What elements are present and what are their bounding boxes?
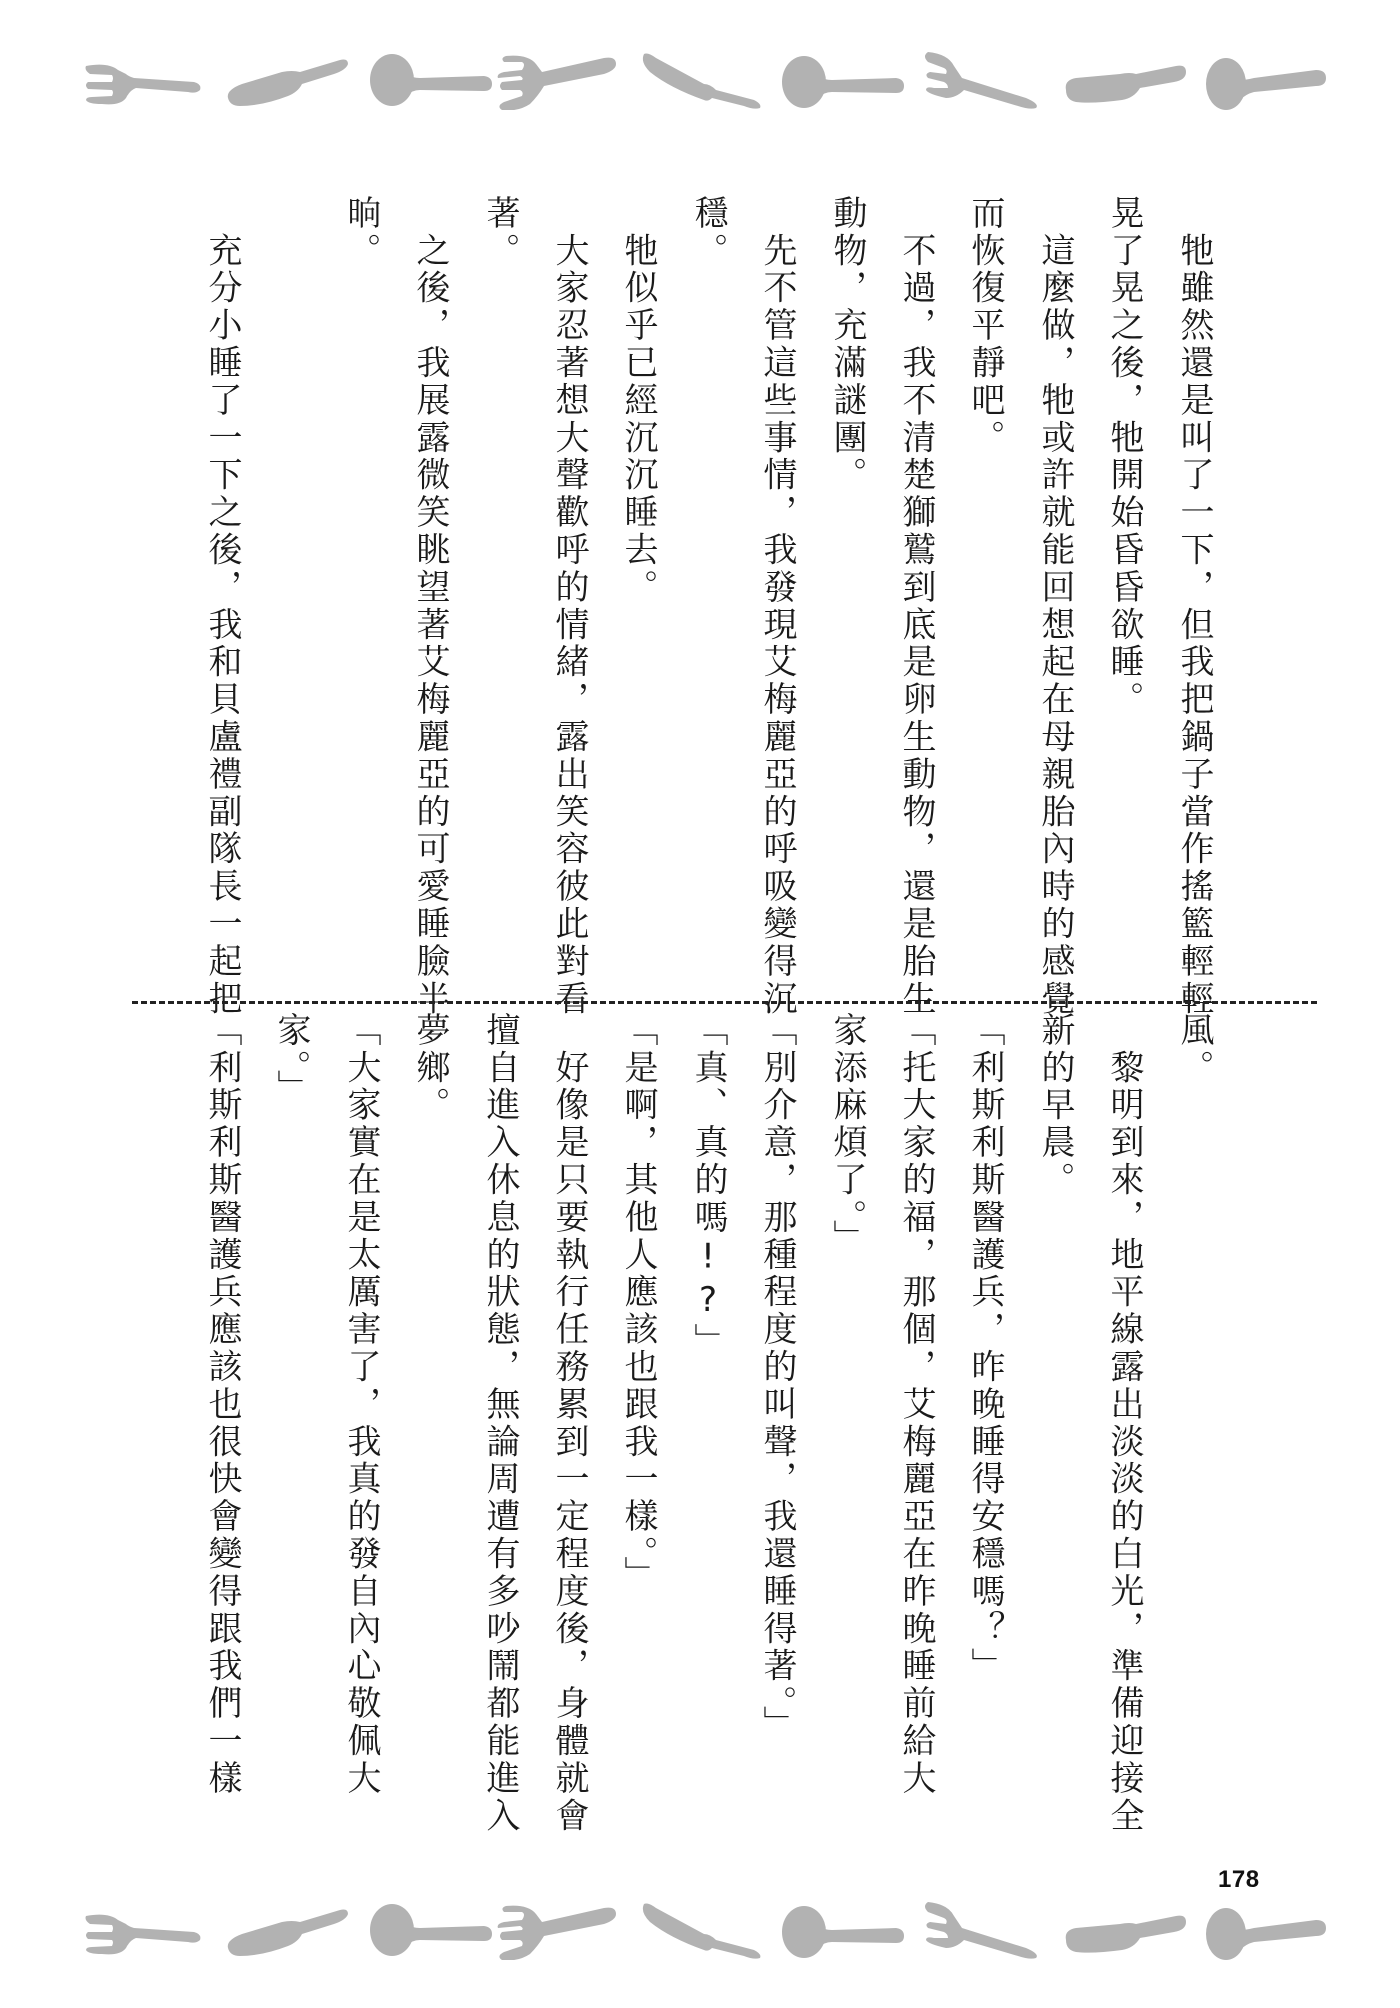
text-column: 家。」	[271, 1012, 311, 1108]
text-column: 黎明到來，地平線露出淡淡的白光，準備迎接全	[1104, 1012, 1144, 1835]
text-column: 這麼做，牠或許就能回想起在母親胎內時的感覺	[1035, 195, 1075, 1018]
text-column: 「大家實在是太厲害了，我真的發自內心敬佩大	[341, 1012, 381, 1798]
text-column: 「別介意，那種程度的叫聲，我還睡得著。」	[757, 1012, 797, 1743]
text-column: 「利斯利斯醫護兵，昨晚睡得安穩嗎？」	[965, 1012, 1005, 1686]
text-column: 大家忍著想大聲歡呼的情緒，露出笑容彼此對看	[549, 195, 589, 1018]
text-column: 牠雖然還是叫了一下，但我把鍋子當作搖籃輕輕	[1174, 195, 1214, 1018]
text-column: 先不管這些事情，我發現艾梅麗亞的呼吸變得沉	[757, 195, 797, 1018]
spoon-icon	[778, 50, 908, 110]
spoon-icon	[366, 50, 496, 110]
text-column: 「真、真的嗎!?」	[688, 1012, 728, 1361]
knife-icon	[222, 50, 352, 110]
knife-icon	[636, 1900, 766, 1960]
text-column: 牠似乎已經沉沉睡去。	[618, 195, 658, 607]
fork-icon	[918, 50, 1048, 110]
fork-icon	[492, 1900, 622, 1960]
fork-icon	[492, 50, 622, 110]
text-column: 擅自進入休息的狀態，無論周遭有多吵鬧都能進入	[480, 1012, 520, 1835]
top-utensil-border	[0, 50, 1400, 110]
spoon-icon	[1200, 1900, 1330, 1960]
text-column: 動物，充滿謎團。	[827, 195, 867, 495]
knife-icon	[636, 50, 766, 110]
spoon-icon	[366, 1900, 496, 1960]
section-divider	[132, 1001, 1317, 1004]
text-column: 好像是只要執行任務累到一定程度後，身體就會	[549, 1012, 589, 1835]
text-column: 新的早晨。	[1035, 1012, 1075, 1199]
text-column: 夢鄉。	[410, 1012, 450, 1125]
text-column: 之後，我展露微笑眺望著艾梅麗亞的可愛睡臉半	[410, 195, 450, 1018]
text-column: 充分小睡了一下之後，我和貝盧禮副隊長一起把	[202, 195, 242, 1018]
knife-icon	[1060, 50, 1190, 110]
fork-icon	[78, 1900, 208, 1960]
text-column: 家添麻煩了。」	[827, 1012, 867, 1257]
text-column: 晌。	[341, 195, 381, 270]
knife-icon	[1060, 1900, 1190, 1960]
text-column: 「托大家的福，那個，艾梅麗亞在昨晚睡前給大	[896, 1012, 936, 1798]
fork-icon	[78, 50, 208, 110]
text-column: 「是啊，其他人應該也跟我一樣。」	[618, 1012, 658, 1594]
text-column: 而恢復平靜吧。	[965, 195, 1005, 457]
bottom-utensil-border	[0, 1900, 1400, 1960]
spoon-icon	[778, 1900, 908, 1960]
text-column: 著。	[480, 195, 520, 270]
text-column: 穩。	[688, 195, 728, 270]
knife-icon	[222, 1900, 352, 1960]
spoon-icon	[1200, 50, 1330, 110]
page-number: 178	[1218, 1866, 1260, 1893]
text-column: 晃了晃之後，牠開始昏昏欲睡。	[1104, 195, 1144, 719]
text-column: 不過，我不清楚獅鷲到底是卵生動物，還是胎生	[896, 195, 936, 1018]
text-column: 風。	[1174, 1012, 1214, 1087]
text-column: 「利斯利斯醫護兵應該也很快會變得跟我們一樣	[202, 1012, 242, 1798]
fork-icon	[918, 1900, 1048, 1960]
